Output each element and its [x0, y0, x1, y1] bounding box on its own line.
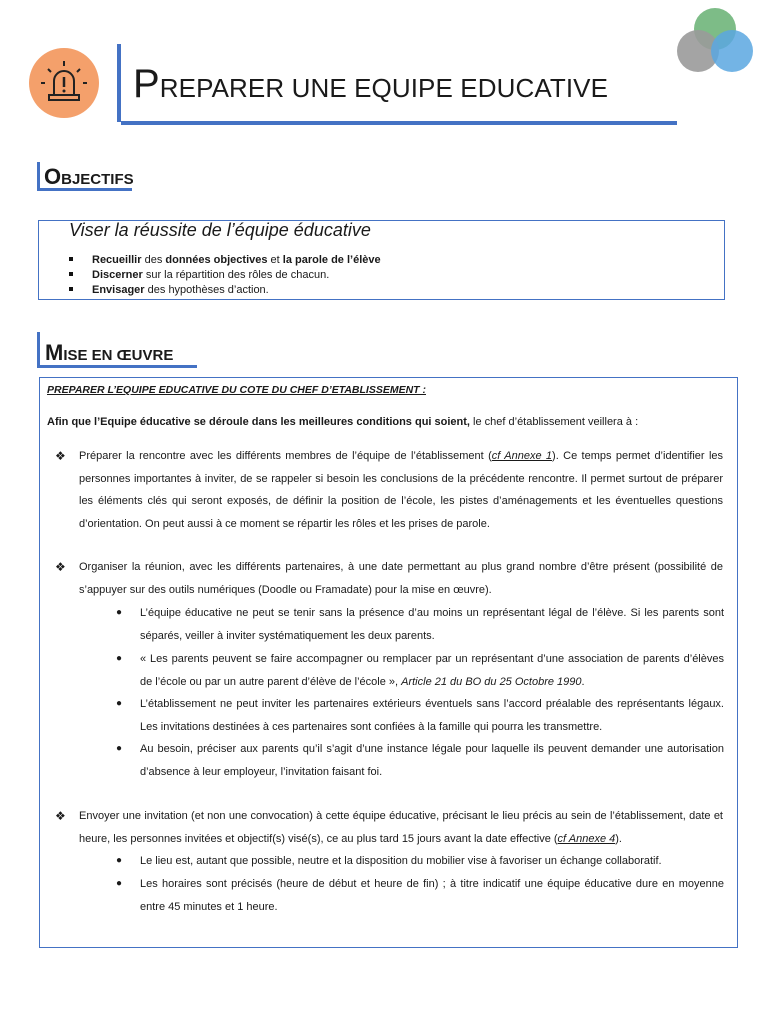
section-subheading: PREPARER L’EQUIPE EDUCATIVE DU COTE DU CHEF D’ETABLISSEMENT :	[47, 384, 426, 396]
objectifs-subtitle: Viser la réussite de l’équipe éducative	[69, 220, 371, 240]
diamond-bullet-icon: ❖	[55, 809, 66, 823]
diamond-bullet-icon: ❖	[55, 449, 66, 463]
mise-en-oeuvre-heading: MISE EN ŒUVRE	[45, 340, 174, 365]
paragraph-envoyer: Envoyer une invitation (et non une convocation) à cette équipe éducative, précisant le lieu précis au sein de l’établissement, date et heure, les personnes invitées et objectif(s) visé(s), ce au plus tard 15 jours avant la date effective (cf Annexe 4).	[79, 810, 723, 845]
round-bullet-icon: ●	[116, 698, 123, 709]
paragraph-organiser: Organiser la réunion, avec les différents partenaires, à une date permettant au plus grand nombre d’être présent (possibilité de s’appuyer sur des outils numériques (Doodle ou Framadate) pour la mise en œuvre).	[79, 561, 723, 596]
round-bullet-icon: ●	[116, 855, 123, 866]
round-bullet-icon: ●	[116, 743, 123, 754]
bullet-item: L’équipe éducative ne peut se tenir sans la présence d’au moins un représentant légal de l’élève. Si les parents sont séparés, veiller à inviter systématiquement les deux parents.	[140, 607, 724, 642]
title-accent-vertical	[117, 44, 121, 122]
bullet-item: « Les parents peuvent se faire accompagner ou remplacer par un représentant d’une association de parents d’élèves de l’école ou par un autre parent d’élève de l’école », Article 21 du BO du 25 Octobre 1990.	[140, 653, 724, 688]
mise-accent-vertical	[37, 332, 40, 368]
objectif-item: Discerner sur la répartition des rôles de chacun.	[69, 268, 329, 283]
round-bullet-icon: ●	[116, 653, 123, 664]
bullet-item: Le lieu est, autant que possible, neutre et la disposition du mobilier vise à favoriser un échange collaboratif.	[140, 855, 662, 867]
objectifs-accent-vertical	[37, 162, 40, 191]
bullet-item: L’établissement ne peut inviter les partenaires extérieurs éventuels sans l’accord préalable des représentants légaux. Les invitations destinées à ces partenaires sont confiées à la famille qui pourra les transmettre.	[140, 698, 724, 733]
square-bullet-icon	[69, 257, 73, 261]
objectifs-heading: OBJECTIFS	[44, 164, 134, 189]
alarm-light-icon	[29, 48, 99, 118]
square-bullet-icon	[69, 287, 73, 291]
objectif-item: Envisager des hypothèses d’action.	[69, 283, 269, 298]
intro-text: Afin que l’Equipe éducative se déroule dans les meilleures conditions qui soient, le chef d’établissement veillera à :	[47, 416, 639, 428]
square-bullet-icon	[69, 272, 73, 276]
round-bullet-icon: ●	[116, 878, 123, 889]
page-title: PREPARER UNE EQUIPE EDUCATIVE	[133, 62, 609, 106]
diamond-bullet-icon: ❖	[55, 560, 66, 574]
objectif-item: Recueillir des données objectives et la parole de l’élève	[69, 253, 381, 268]
paragraph-preparer: Préparer la rencontre avec les différents membres de l’équipe de l’établissement (cf Annexe 1). Ce temps permet d’identifier les personnes importantes à inviter, de se rappeler si besoin les conclusions de la précédente rencontre. Il permet surtout de préparer les éléments clés qui seront exposés, de définir la position de l’école, les pistes d’aménagements et les éventuelles questions d’orientation. On peut aussi à ce moment se répartir les rôles et les prises de parole.	[79, 450, 724, 530]
round-bullet-icon: ●	[116, 607, 123, 618]
title-accent-horizontal	[121, 121, 677, 125]
overlapping-circles-logo	[672, 6, 758, 76]
bullet-item: Au besoin, préciser aux parents qu’il s’agit d’une instance légale pour laquelle ils peuvent demander une autorisation d’absence à leur employeur, l’invitation faisant foi.	[140, 743, 724, 778]
bullet-item: Les horaires sont précisés (heure de début et heure de fin) ; à titre indicatif une équipe éducative dure en moyenne entre 45 minutes et 1 heure.	[140, 878, 724, 913]
